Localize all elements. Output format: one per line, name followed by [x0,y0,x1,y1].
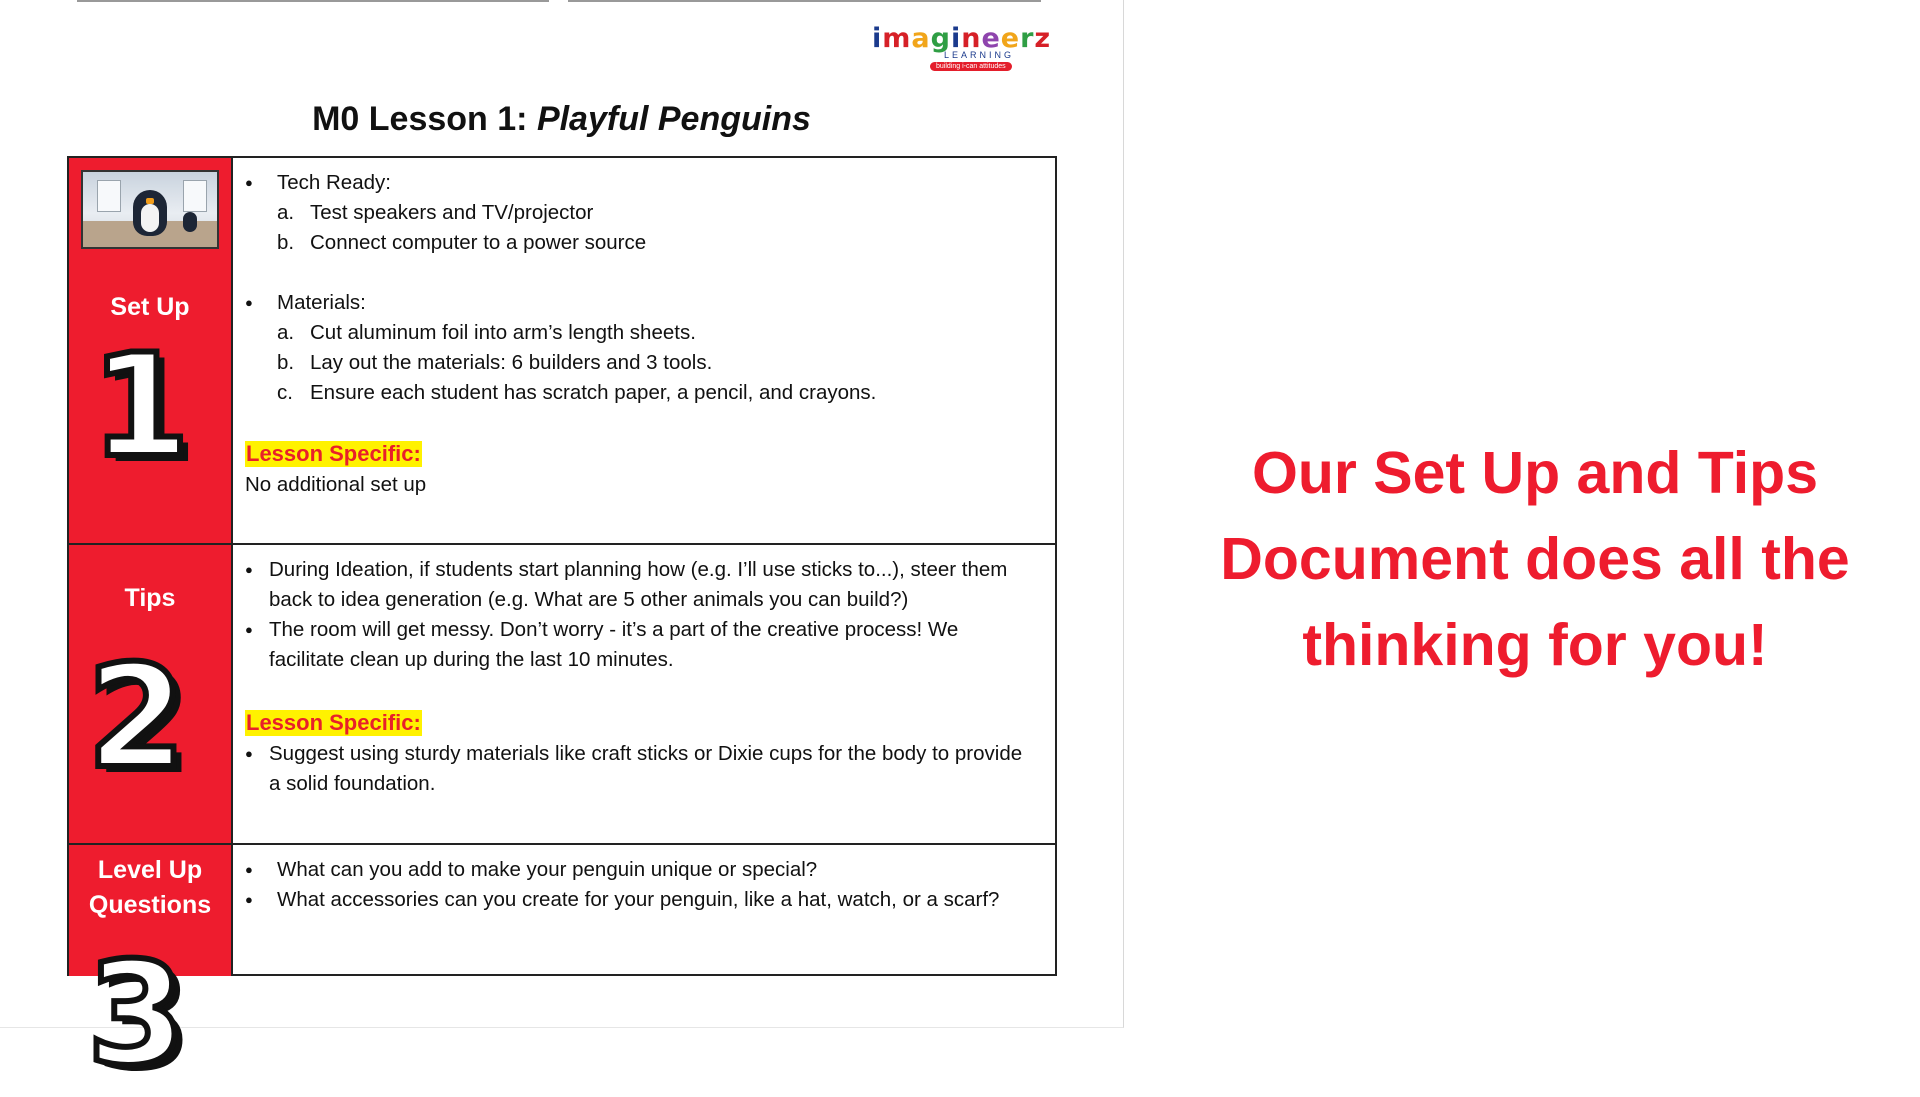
promo-line-1: Our Set Up and Tips [1251,440,1819,506]
setup-content [245,168,1037,500]
logo-subtitle: LEARNING [944,50,1015,60]
tips-section [69,545,1055,845]
logo-wordmark: imagineerz [872,23,1052,54]
setup-section [69,158,1055,545]
setup-specific-text: No additional set up [245,473,427,496]
list-item: ● The room will get messy. Don’t worry - it’s a part of the creative process! We facilitate clean up during the last 10 minutes. [245,615,1037,675]
materials-heading: ● Materials: [245,288,1037,318]
levelup-label-line1: Level Up [97,856,203,884]
promo-line-3: thinking for you! [1302,612,1768,678]
levelup-content [245,855,1037,915]
section-number-3: 3 [87,932,186,1097]
top-divider [77,0,549,2]
tips-side-panel [69,545,233,843]
section-number-1: 1 [91,324,190,489]
list-item: c. Ensure each student has scratch paper, a pencil, and crayons. [277,381,877,404]
lesson-specific-highlight: Lesson Specific: [246,710,421,735]
list-item: ● During Ideation, if students start planning how (e.g. I’ll use sticks to...), steer them back to idea generation (e.g. What are 5 other animals you can build?) [245,555,1037,615]
tips-label: Tips [124,584,176,612]
list-item: ● Suggest using sturdy materials like craft sticks or Dixie cups for the body to provide a solid foundation. [245,739,1037,799]
thumbnail-window [183,180,207,212]
list-item: b. Lay out the materials: 6 builders and 3 tools. [277,351,713,374]
penguin-beak [146,198,154,204]
lesson-table [67,156,1057,1097]
levelup-label-line2: Questions [88,891,212,919]
top-divider [568,0,1041,2]
lesson-specific-highlight: Lesson Specific: [246,441,421,466]
list-item: ● What can you add to make your penguin unique or special? [245,855,1037,885]
imagineerz-logo [872,23,1052,74]
tips-content [245,555,1037,799]
title-lesson-name: Playful Penguins [536,100,811,138]
penguin-belly [141,204,159,232]
logo-tagline: building i-can attitudes [930,62,1012,71]
promo-line-2: Document does all the [1220,526,1850,592]
page-title [0,100,1123,139]
setup-label: Set Up [110,293,190,321]
list-item: a. Cut aluminum foil into arm’s length sheets. [277,321,696,344]
list-item: ● What accessories can you create for your penguin, like a hat, watch, or a scarf? [245,885,1037,915]
thumbnail-window [97,180,121,212]
list-item: b. Connect computer to a power source [277,231,647,254]
small-penguin-illustration [183,212,197,232]
levelup-section [69,845,1055,976]
list-item: a. Test speakers and TV/projector [277,201,594,224]
section-number-2: 2 [87,635,186,800]
promo-headline [1150,430,1920,688]
tech-ready-heading: ● Tech Ready: [245,168,1037,198]
setup-side-panel [69,158,233,543]
title-prefix: M0 Lesson 1: [312,100,528,138]
lesson-thumbnail [81,170,219,249]
